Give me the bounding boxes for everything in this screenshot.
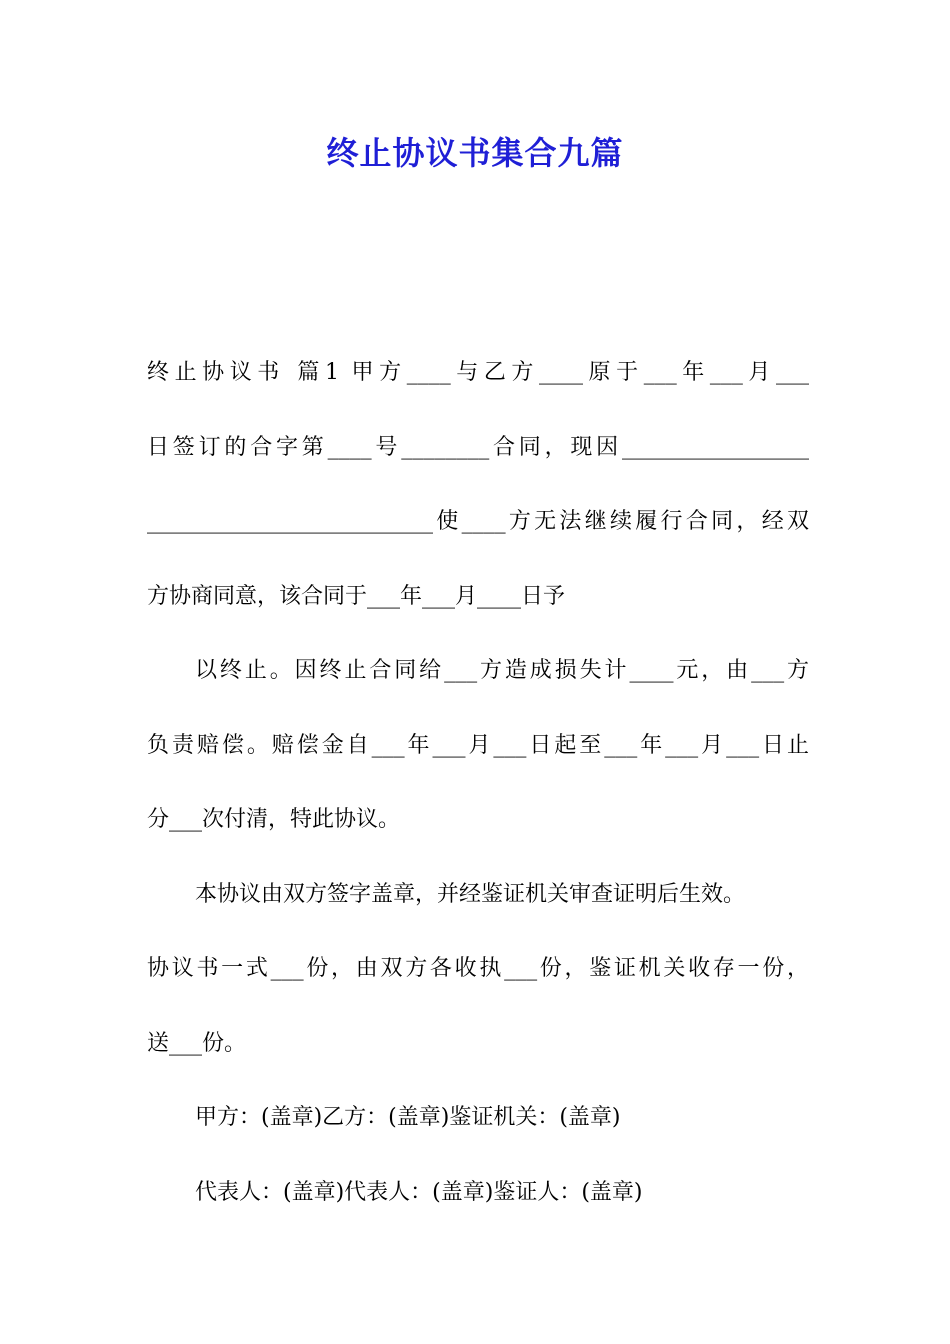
- body-line-1: 终止协议书 篇1 甲方____与乙方____原于___年___月___: [147, 360, 809, 385]
- body-line-9: 协议书一式___份，由双方各收执___份，鉴证机关收存一份，: [147, 956, 809, 981]
- body-line-3: __________________________使____方无法继续履行合同，经双: [147, 509, 809, 534]
- body-line-2: 日签订的合字第____号________合同，现因_________________: [147, 434, 809, 460]
- document-title: 终止协议书集合九篇: [326, 134, 624, 172]
- signature-line-representatives: 代表人：(盖章)代表人：(盖章)鉴证人：(盖章): [195, 1179, 643, 1205]
- body-line-5: 以终止。因终止合同给___方造成损失计____元，由___方: [195, 658, 809, 683]
- body-line-4: 方协商同意，该合同于___年___月____日予: [147, 583, 566, 609]
- body-line-8: 本协议由双方签字盖章，并经鉴证机关审查证明后生效。: [195, 881, 746, 907]
- body-line-6: 负责赔偿。赔偿金自___年___月___日起至___年___月___日止: [147, 732, 809, 758]
- body-line-7: 分___次付清，特此协议。: [147, 807, 401, 832]
- body-line-10: 送___份。: [147, 1030, 247, 1056]
- document-body: [147, 336, 809, 1230]
- signature-line-seals: 甲方：(盖章)乙方：(盖章)鉴证机关：(盖章): [195, 1105, 621, 1130]
